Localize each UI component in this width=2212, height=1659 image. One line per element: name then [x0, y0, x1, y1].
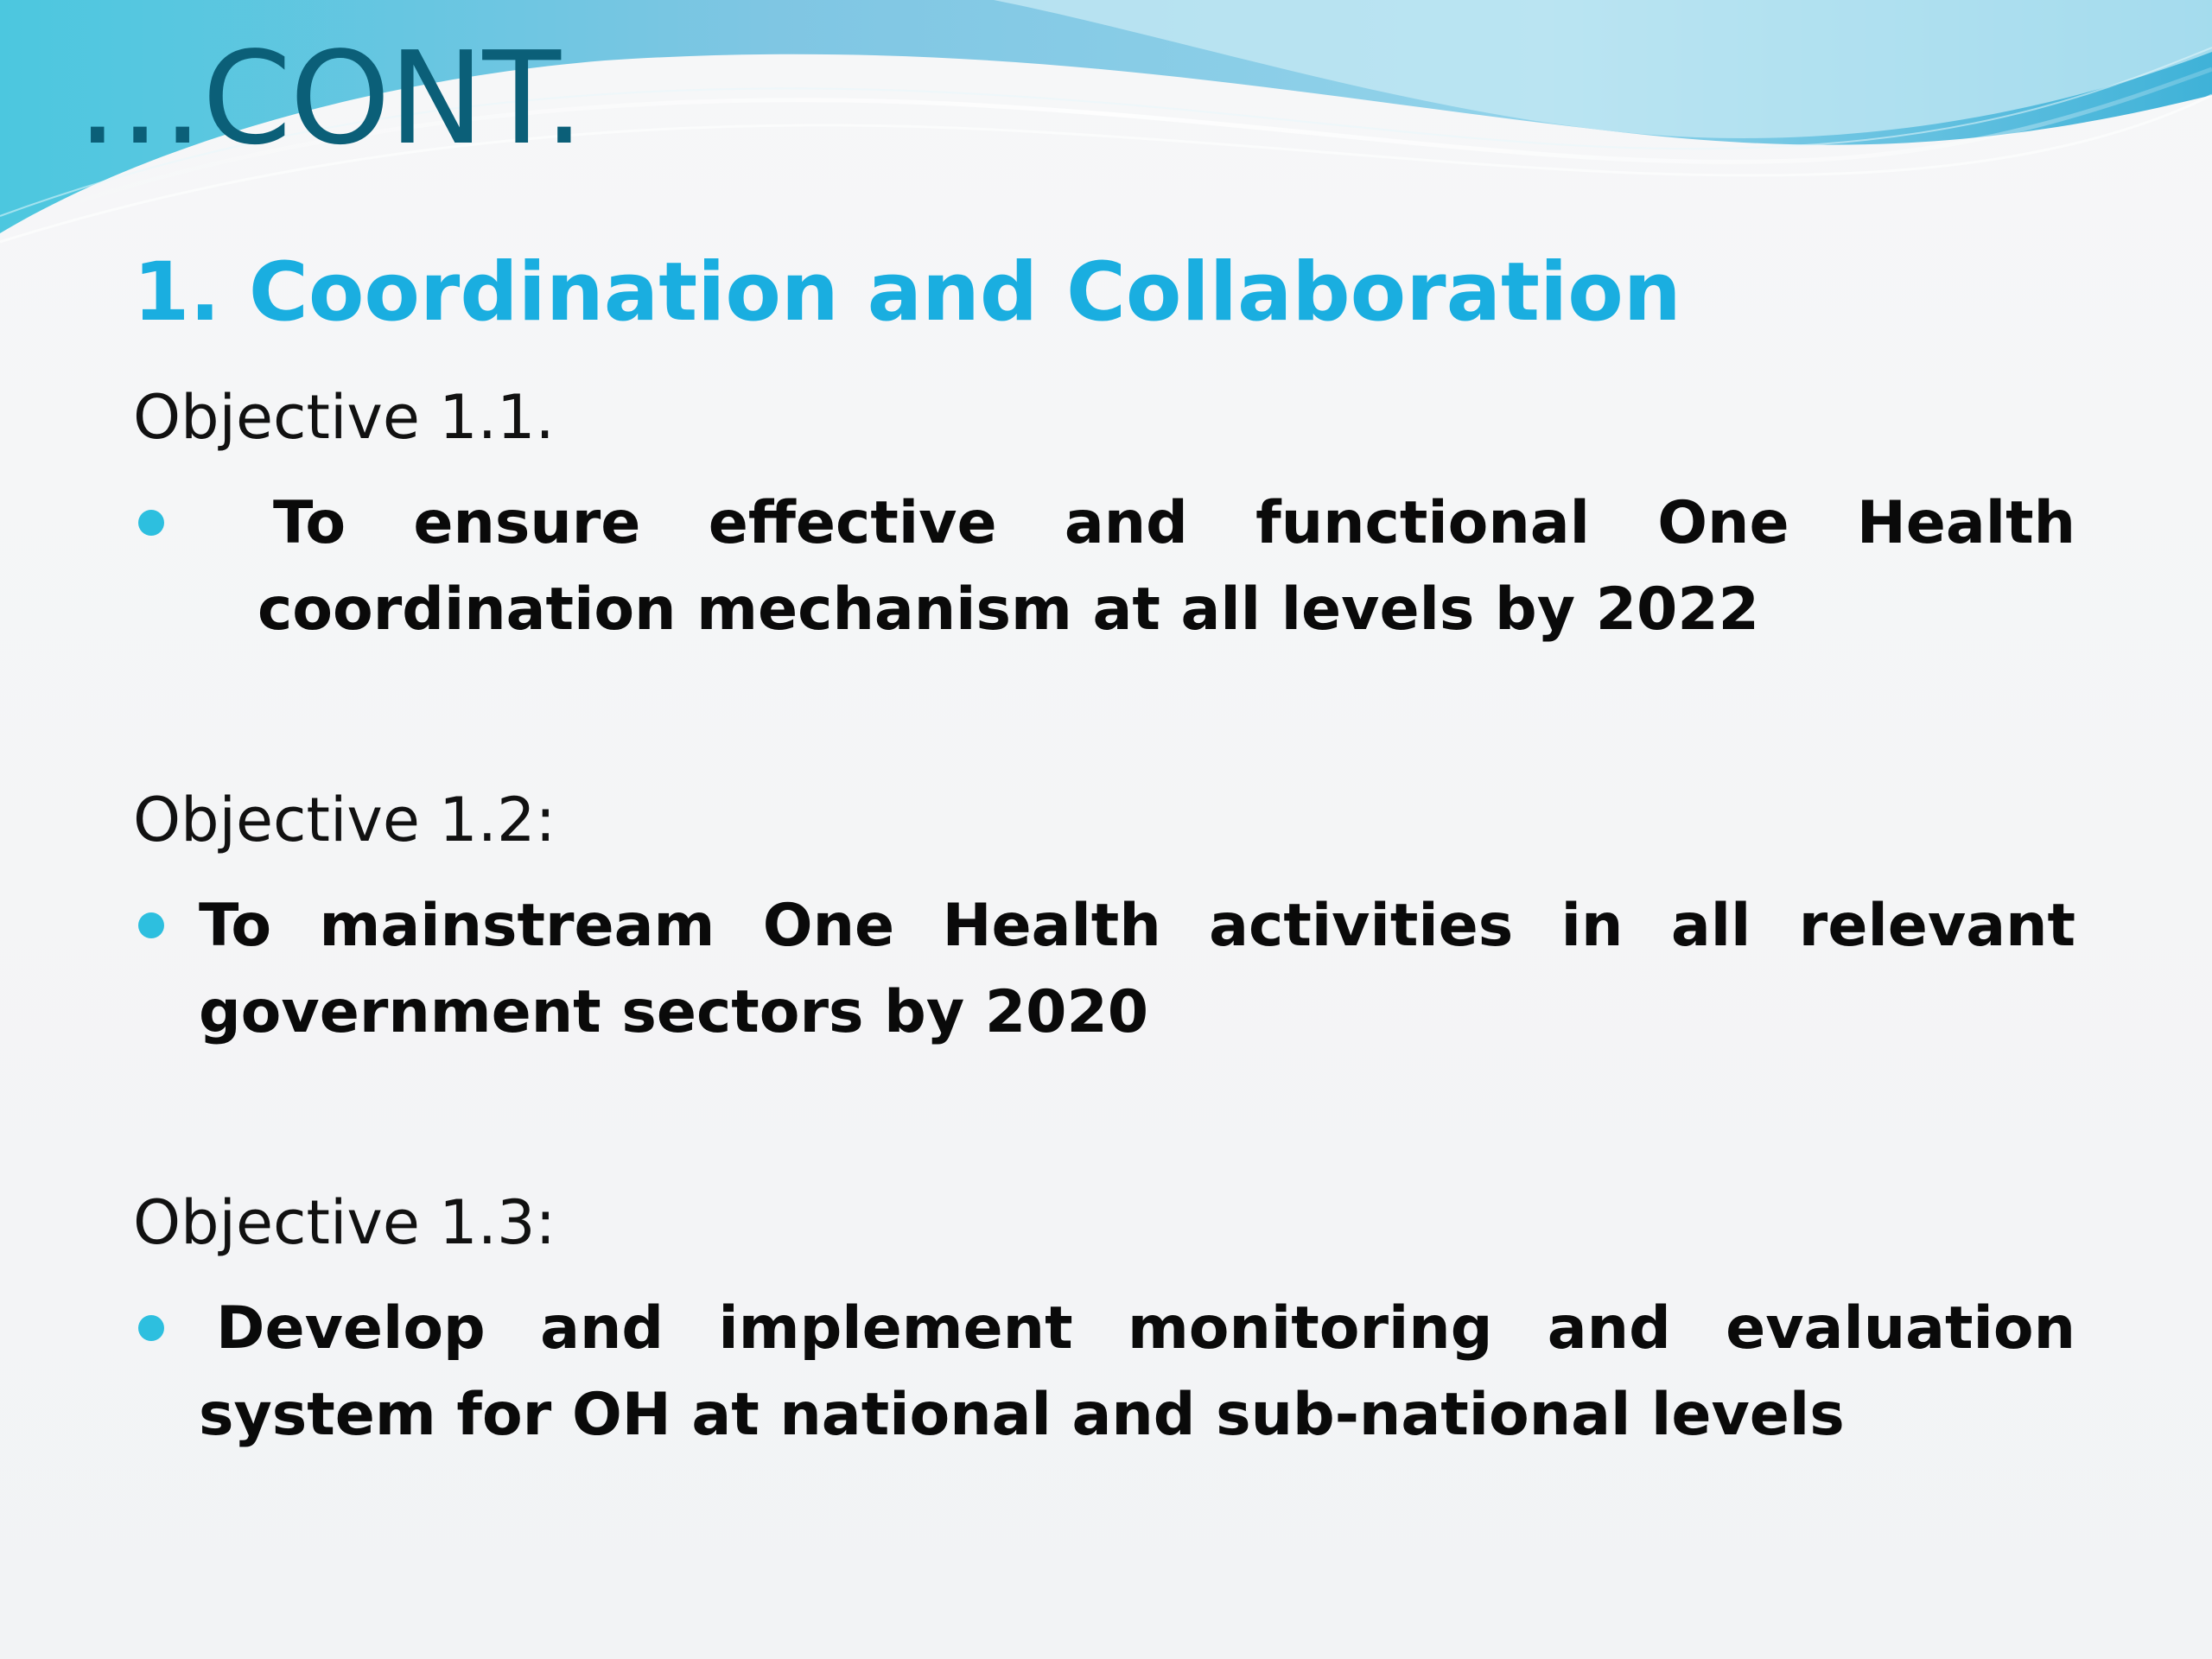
objective-1-3-text: Develop and implement monitoring and evaluation system for OH at national and sub-national levels [199, 1294, 2075, 1449]
bullet-dot-icon [138, 1315, 164, 1341]
section-heading: 1. Coordination and Collaboration [133, 245, 1681, 340]
bullet-dot-icon [138, 510, 164, 536]
bullet-dot-icon [138, 912, 164, 938]
slide-title: …CONT. [76, 24, 583, 173]
objective-label-1-3: Objective 1.3: [133, 1187, 556, 1258]
objective-label-1-1: Objective 1.1. [133, 382, 555, 453]
objective-1-1-text: To ensure effective and functional One Health coordination mechanism at all levels by 2022 [257, 489, 2075, 644]
objective-1-2-text: To mainstream One Health activities in all relevant government sectors by 2020 [199, 892, 2075, 1046]
objective-label-1-2: Objective 1.2: [133, 785, 556, 855]
